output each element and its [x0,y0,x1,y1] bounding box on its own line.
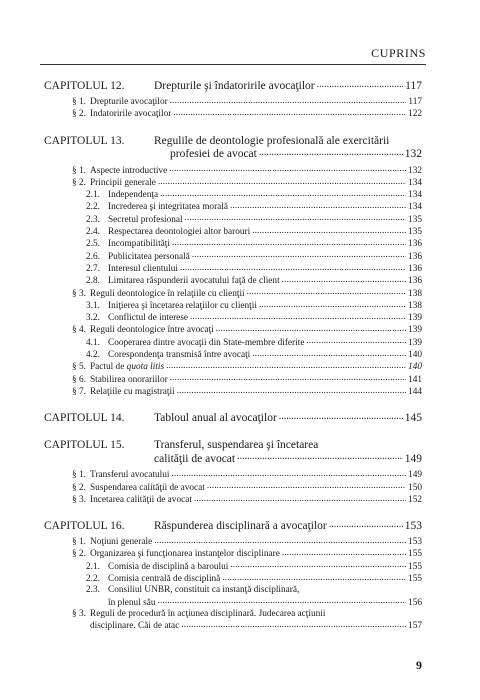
entry-number: 2.4. [86,227,100,238]
toc-entry[interactable] [44,494,422,506]
toc-entry[interactable] [44,324,422,336]
dot-leader [207,482,406,490]
dot-leader [173,108,406,116]
entry-number: 2.5. [86,239,100,250]
dot-leader [190,312,406,320]
entry-number: 4.1. [86,337,100,348]
chapter-page: 153 [404,520,422,533]
entry-label: Aspecte introductive [90,165,168,176]
dot-leader [180,263,406,271]
dot-leader [158,597,407,605]
dot-leader [172,238,406,246]
dot-leader [170,374,406,382]
entry-number: § 2. [72,109,86,120]
entry-label-line2: disciplinare. Căi de atac [90,621,180,632]
chapter-page: 145 [404,412,422,425]
entry-label: Stabilirea onorariilor [90,374,168,385]
dot-leader [160,189,406,197]
entry-number: 2.3. [86,214,100,225]
toc-chapter-15[interactable] [44,439,422,466]
dot-leader [166,361,406,369]
dot-leader [306,337,406,345]
entry-label: Iniţierea şi încetarea relaţiilor cu clienţii [108,300,257,311]
entry-page: 155 [408,574,422,585]
entry-page: 139 [408,313,422,324]
entry-label: Organizarea şi funcţionarea instanţelor disciplinare [90,549,280,560]
entry-page: 140 [408,362,422,373]
entry-page: 141 [408,374,422,385]
chapter-title: Drepturile şi îndatoririle avocaţilor [154,80,315,92]
toc-entry[interactable] [44,96,422,108]
toc-subentry[interactable] [44,251,422,263]
dot-leader [282,275,406,283]
entry-page: 117 [408,97,422,107]
entry-page: 144 [408,386,422,397]
entry-page: 156 [408,597,422,608]
chapter-number: CAPITOLUL 13. [44,134,125,147]
toc-chapter-14[interactable] [44,412,422,425]
dot-leader [192,251,406,259]
toc-entry[interactable] [44,165,422,177]
entry-number: § 3. [72,608,86,619]
entry-label: Transferul avocatului [90,470,170,481]
entry-page: 139 [408,325,422,336]
entry-label: Incompatibilităţi [108,239,170,250]
dot-leader [158,177,406,185]
entry-number: § 1. [72,97,86,107]
entry-label: Corespondenţa transmisă între avocaţi [108,350,251,361]
chapter-title-line1: Transferul, suspendarea şi încetarea [154,439,319,452]
entry-number: 2.1. [86,190,100,201]
running-header [40,44,426,65]
chapter-title-line2: profesiei de avocat [170,148,257,161]
chapter-number: CAPITOLUL 16. [44,520,125,533]
entry-number: § 1. [72,470,86,481]
entry-label-line2: în plenul său [108,597,156,608]
entry-page: 136 [408,263,422,274]
dot-leader [181,620,406,628]
toc-entry[interactable] [44,374,422,386]
dot-leader [170,96,407,104]
toc-chapter-13[interactable] [44,135,422,162]
entry-page: 132 [408,165,422,176]
toc-subentry[interactable] [44,226,422,238]
entry-label: Interesul clientului [108,263,178,274]
entry-page: 153 [408,537,422,548]
dot-leader [317,80,404,89]
toc-subentry[interactable] [44,337,422,349]
entry-number: 2.2. [86,574,100,585]
entry-page: 135 [408,227,422,238]
dot-leader [230,561,406,569]
toc-subentry[interactable] [44,263,422,275]
entry-number: § 3. [72,494,86,505]
entry-number: 2.7. [86,263,100,274]
dot-leader [230,201,406,209]
entry-label: Conflictul de interese [108,313,189,324]
toc-subentry[interactable] [44,300,422,312]
chapter-title: Tabloul anual al avocaţilor [154,412,277,425]
dot-leader [194,494,406,502]
entry-number: 2.1. [86,561,100,572]
dot-leader [259,300,406,308]
entry-page: 152 [408,494,422,505]
entry-page: 157 [408,621,422,632]
entry-label-line1: Consiliul UNBR, constituit ca instanţă disciplinară, [108,585,300,596]
entry-page: 136 [408,239,422,250]
entry-label: Reguli deontologice între avocaţi [90,325,214,336]
entry-label: Reguli deontologice în relaţiile cu clienţii [90,288,245,299]
entry-page: 136 [408,276,422,287]
toc-entry[interactable] [44,288,422,300]
dot-leader [237,453,403,462]
toc-entry[interactable] [44,361,422,373]
entry-label: Limitarea răspunderii avocatului faţă de client [108,276,280,287]
toc-chapter-12[interactable] [44,80,422,93]
dot-leader [282,548,406,556]
entry-number: § 2. [72,482,86,493]
entry-page: 134 [408,202,422,213]
page-number: 9 [416,658,422,672]
dot-leader [259,148,403,157]
chapter-page: 117 [405,80,422,92]
entry-label: Secretul profesional [108,214,183,225]
toc-entry[interactable] [44,609,422,633]
entry-label: Noţiuni generale [90,537,153,548]
dot-leader [169,165,406,173]
toc-entry[interactable] [44,386,422,398]
toc-subentry[interactable] [44,561,422,573]
entry-number: § 2. [72,177,86,188]
toc-entry[interactable] [44,536,422,548]
entry-label-line1: Reguli de procedură în acţiunea disciplinară. Judecarea acţiunii [90,608,326,619]
entry-page: 136 [408,251,422,262]
entry-label: Independenţa [108,190,159,201]
chapter-number: CAPITOLUL 15. [44,439,125,452]
entry-number: § 4. [72,325,86,336]
toc-entry[interactable] [44,177,422,189]
toc-entry[interactable] [44,108,422,120]
entry-number: § 5. [72,362,86,373]
entry-label-italic: quota litis [126,362,165,373]
dot-leader [222,573,406,581]
table-of-contents [44,80,422,633]
entry-page: 122 [408,109,422,120]
entry-page: 155 [408,549,422,560]
entry-page: 149 [408,470,422,481]
entry-label: Cooperarea dintre avocaţii din State-membre diferite [108,337,305,348]
entry-number: 4.2. [86,350,100,361]
entry-number: 3.1. [86,300,100,311]
chapter-number: CAPITOLUL 14. [44,412,125,425]
entry-label: Încrederea şi integritatea morală [108,202,229,213]
entry-label: Comisia de disciplină a baroului [108,561,229,572]
entry-label: Îndatoririle avocaţilor [90,109,172,120]
entry-page: 155 [408,561,422,572]
entry-number: 3.2. [86,313,100,324]
chapter-page: 149 [404,452,422,465]
dot-leader [177,386,406,394]
toc-subentry[interactable] [44,189,422,201]
entry-page: 134 [408,177,422,188]
entry-number: § 1. [72,165,86,176]
toc-subentry[interactable] [44,201,422,213]
dot-leader [252,349,406,357]
entry-number: § 2. [72,549,86,560]
toc-subentry[interactable] [44,214,422,226]
chapter-number: CAPITOLUL 12. [44,80,125,92]
dot-leader [252,226,406,234]
dot-leader [247,288,406,296]
entry-page: 135 [408,214,422,225]
dot-leader [216,324,406,332]
entry-label: Încetarea calităţii de avocat [90,494,192,505]
dot-leader [185,214,406,222]
entry-number: § 1. [72,537,86,548]
entry-number: 2.6. [86,251,100,262]
entry-label: Pactul de [90,362,127,373]
toc-subentry[interactable] [44,275,422,287]
entry-number: § 3. [72,288,86,299]
dot-leader [279,412,403,421]
entry-number: § 6. [72,374,86,385]
toc-subentry[interactable] [44,238,422,250]
entry-page: 139 [408,337,422,348]
toc-chapter-16[interactable] [44,520,422,533]
entry-number: 2.2. [86,202,100,213]
entry-page: 140 [408,350,422,361]
entry-number: § 7. [72,386,86,397]
chapter-page: 132 [404,148,422,161]
chapter-title: Răspunderea disciplinară a avocaţilor [154,520,327,533]
entry-label: Drepturile avocaţilor [90,97,168,107]
dot-leader [154,536,406,544]
entry-page: 134 [408,190,422,201]
dot-leader [171,469,406,477]
toc-subentry[interactable] [44,349,422,361]
entry-label: Suspendarea calităţii de avocat [90,482,205,493]
toc-subentry[interactable] [44,312,422,324]
chapter-title-line1: Regulile de deontologie profesională ale exercitării [154,134,390,147]
entry-page: 138 [408,300,422,311]
toc-entry[interactable] [44,469,422,481]
entry-page: 150 [408,482,422,493]
toc-subentry[interactable] [44,585,422,609]
chapter-title-line2: calităţii de avocat [154,452,236,465]
entry-label: Comisia centrală de disciplină [108,574,221,585]
entry-label: Publicitatea personală [108,251,190,262]
entry-number: 2.3. [86,585,100,596]
entry-label: Respectarea deontologiei altor barouri [108,227,251,238]
toc-entry[interactable] [44,548,422,560]
dot-leader [329,520,403,529]
entry-label: Relaţiile cu magistraţii [90,386,175,397]
toc-subentry[interactable] [44,573,422,585]
toc-entry[interactable] [44,482,422,494]
entry-number: 2.8. [86,276,100,287]
header-title: CUPRINS [371,46,426,60]
entry-label: Principii generale [90,177,156,188]
entry-page: 138 [408,288,422,299]
